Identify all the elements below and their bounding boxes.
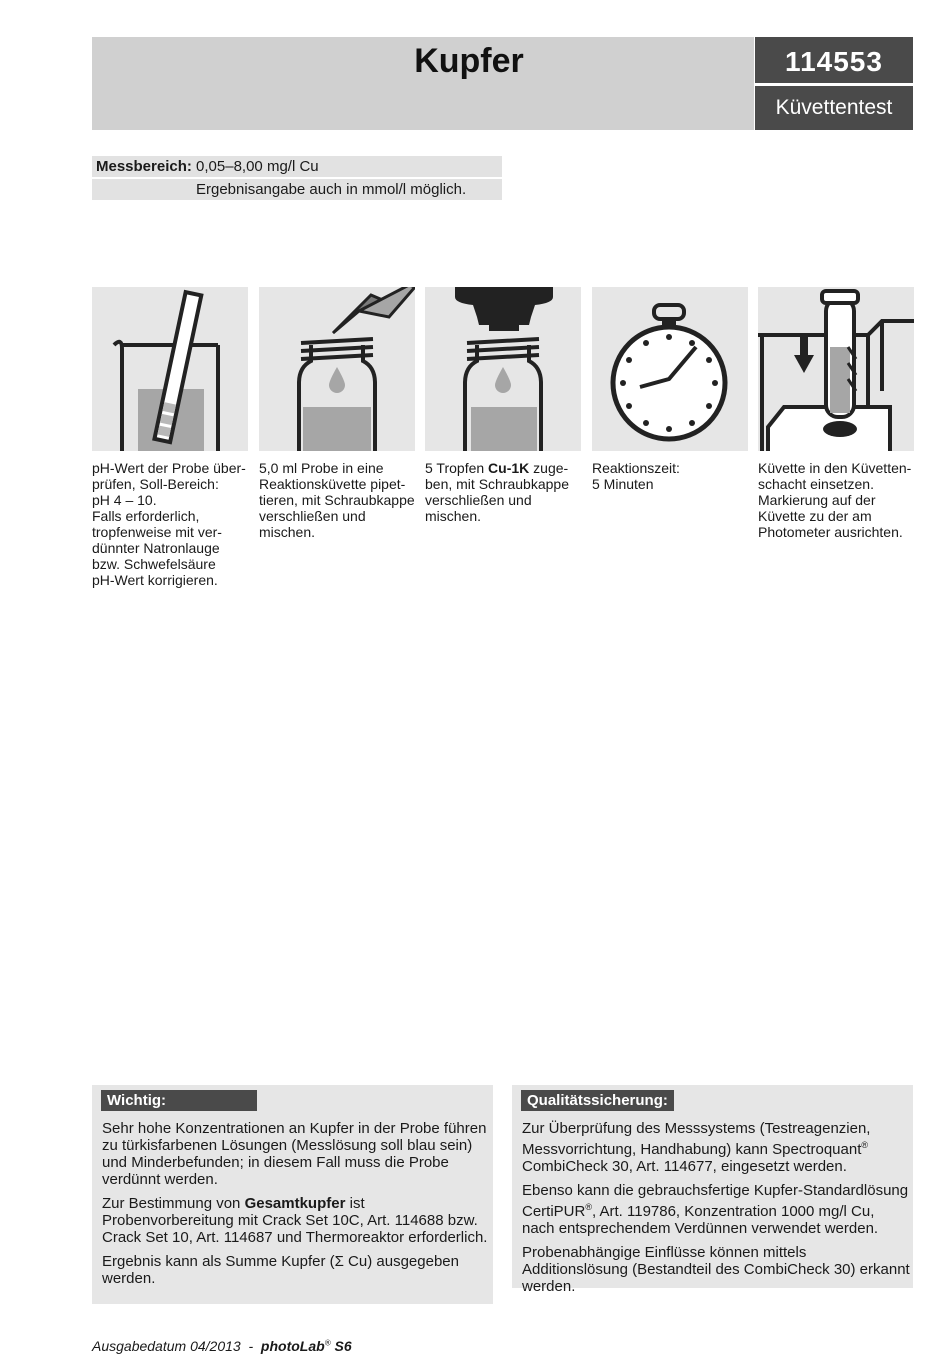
quality-paragraph-1-after: CombiCheck 30, Art. 114677, eingesetzt werden. [522,1158,847,1175]
dropper-bottle-cuvette-icon [425,287,581,451]
total-copper-term: Gesamtkupfer [244,1195,346,1212]
quality-paragraph-1-before: Zur Überprüfung des Messsystems (Testreagenzien, Messvorrichtung, Handhabung) kann Spectroquant [522,1120,871,1158]
step-2-text: 5,0 ml Probe in eine Reaktionsküvette pipet- tieren, mit Schraubkappe verschließen und mischen. [259,460,415,540]
product-model: S6 [334,1338,352,1354]
step-3-text-before: 5 Tropfen [425,460,489,476]
step-3-text [425,460,585,524]
pipette-cuvette-icon [259,287,415,451]
quality-paragraph-1 [522,1120,910,1175]
measuring-range-value: 0,05–8,00 mg/l Cu [196,158,319,175]
product-name: photoLab [260,1338,325,1354]
footer [92,1338,352,1354]
step-1-text: pH-Wert der Probe über- prüfen, Soll-Bereich: pH 4 – 10. Falls erforderlich, tropfenweise mit ver- dünnter Natronlauge bzw. Schwefelsäure pH-Wert korrigieren. [92,460,246,588]
registered-mark: ® [324,1338,331,1348]
step-5-text: Küvette in den Küvetten- schacht einsetzen. Markierung auf der Küvette zu der am Photometer ausrichten. [758,460,912,540]
quality-paragraph-2-before: Ebenso kann die gebrauchsfertige Kupfer-Standardlösung CertiPUR [522,1182,909,1220]
important-box [92,1085,493,1304]
registered-mark: ® [585,1202,592,1212]
important-paragraph-2-before: Zur Bestimmung von [102,1195,245,1212]
important-paragraph-1: Sehr hohe Konzentrationen an Kupfer in der Probe führen zu türkisfarbenen Lösungen (Messlösung soll blau sein) und Minderbefunden; in diesem Fall muss die Probe verdünnt werden. [102,1120,487,1188]
reagent-name: Cu-1K [488,460,530,476]
page-title: Kupfer [414,42,524,80]
quality-paragraph-2-after: , Art. 119786, Konzentration 1000 mg/l Cu, nach entsprechendem Verdünnen verwendet werden. [522,1203,879,1237]
quality-body [522,1120,910,1302]
quality-paragraph-2 [522,1182,910,1237]
quality-assurance-box [512,1085,913,1295]
important-paragraph-2 [102,1195,490,1246]
issue-date: Ausgabedatum 04/2013 [92,1338,241,1354]
important-heading: Wichtig: [101,1090,257,1111]
important-paragraph-2-after: ist Probenvorbereitung mit Crack Set 10C, Art. 114688 bzw. Crack Set 10, Art. 114687 und Thermoreaktor erforderlich. [102,1195,488,1246]
ph-test-strip-beaker-icon [92,287,248,451]
measuring-range-label: Messbereich: [96,158,192,175]
measuring-range-note-text: Ergebnisangabe auch in mmol/l möglich. [196,181,467,198]
step-3-text-after: zuge- ben, mit Schraubkappe verschließen und mischen. [425,460,569,524]
important-body [102,1120,490,1294]
quality-heading: Qualitätssicherung: [521,1090,674,1111]
footer-separator: - [248,1338,254,1354]
registered-mark: ® [861,1140,869,1150]
important-paragraph-3: Ergebnis kann als Summe Kupfer (Σ Cu) ausgegeben werden. [102,1253,459,1287]
article-number: 114553 [755,37,913,83]
measuring-range-note [92,179,502,200]
test-type-label: Küvettentest [755,86,913,130]
cuvette-photometer-icon [758,287,914,451]
step-4-text: Reaktionszeit: 5 Minuten [592,460,680,492]
measuring-range [92,156,502,177]
stopwatch-icon [592,287,748,451]
quality-paragraph-3: Probenabhängige Einflüsse können mittels Additionslösung (Bestandteil des CombiCheck 30) erkannt werden. [522,1244,910,1295]
